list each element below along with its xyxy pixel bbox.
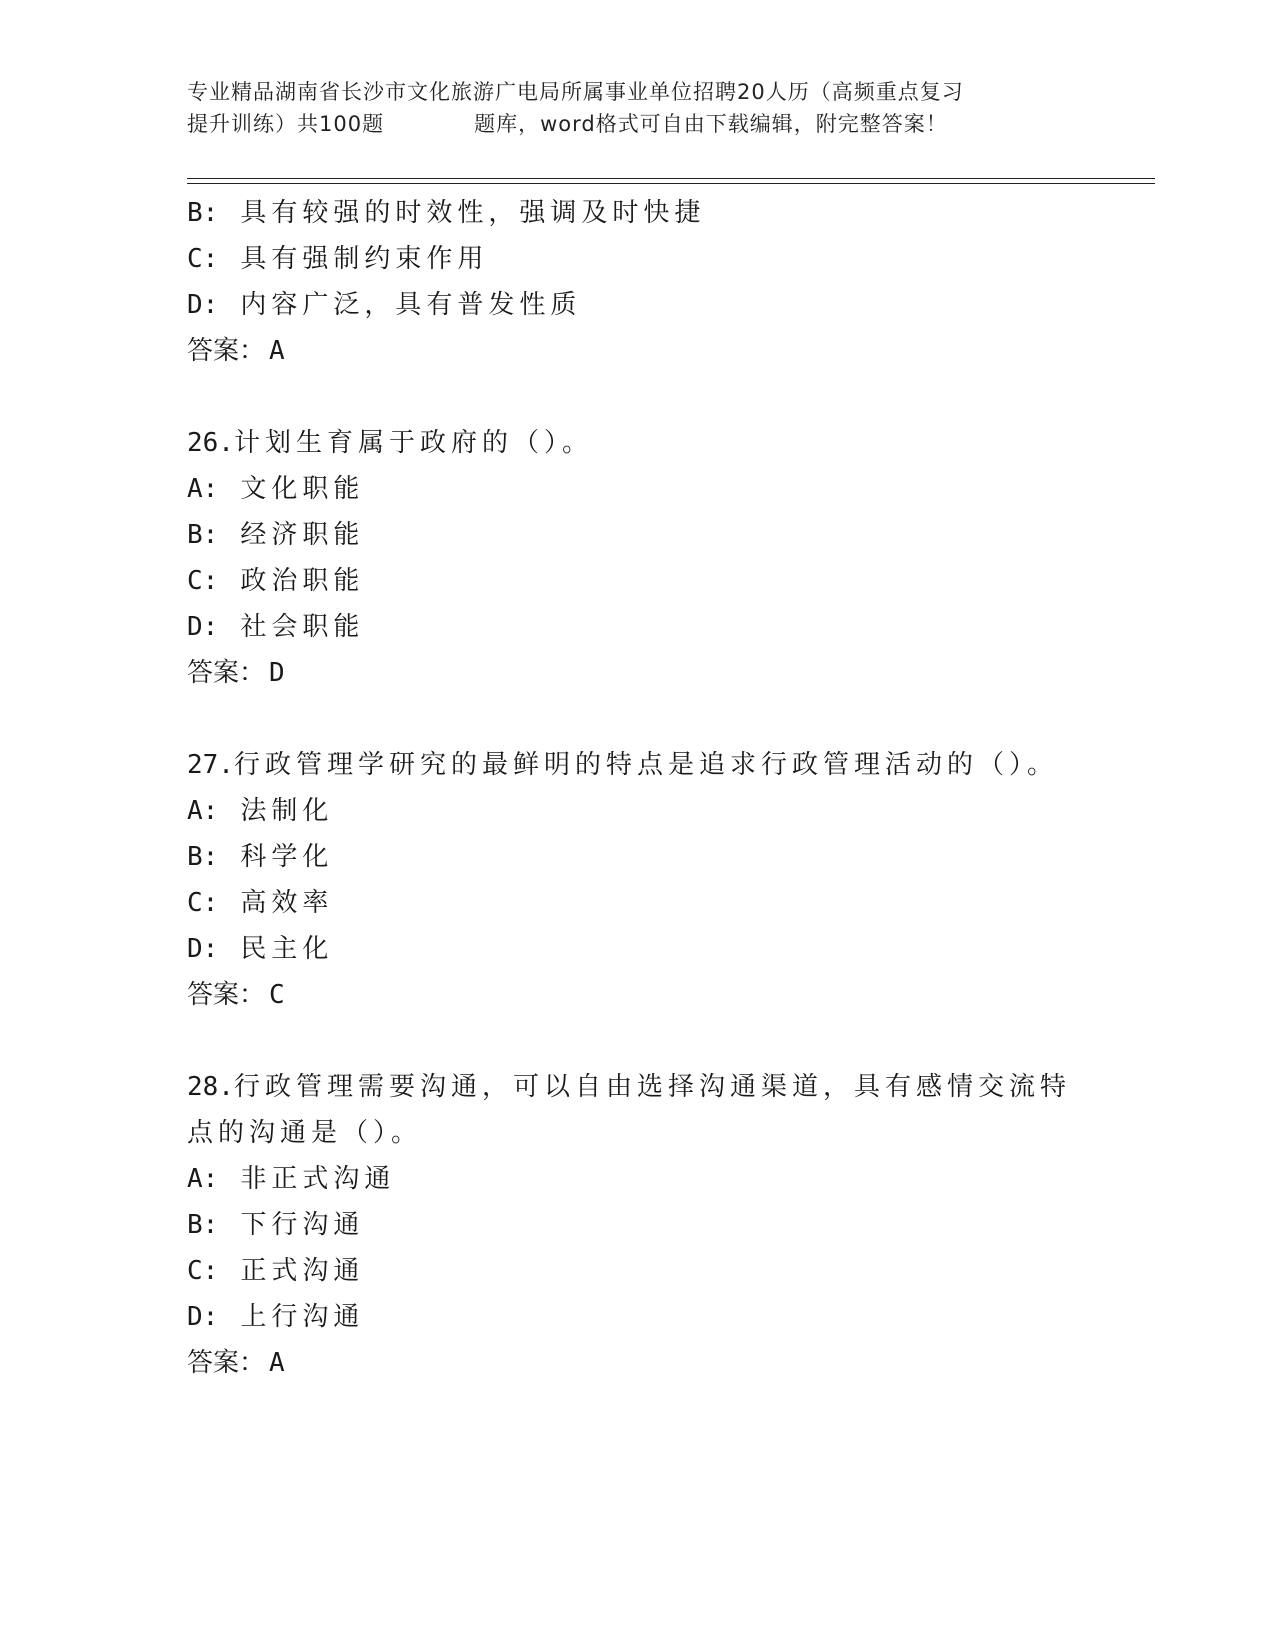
option-a <box>187 466 1087 512</box>
option-b <box>187 1202 1087 1248</box>
option-text: 高效率 <box>240 888 334 918</box>
question-number: 27. <box>187 750 234 780</box>
option-key: C: <box>187 566 219 596</box>
question-text: 计划生育属于政府的（）。 <box>233 428 593 458</box>
option-key: B: <box>187 520 219 550</box>
option-text: 民主化 <box>240 934 334 964</box>
option-key: B: <box>187 842 219 872</box>
answer-value: A <box>269 336 285 366</box>
header-title-part-2: 题库，word格式可自由下载编辑，附完整答案！ <box>474 112 948 136</box>
question-number: 26. <box>187 428 234 458</box>
answer-line <box>187 1340 1087 1386</box>
question-number: 28. <box>187 1072 234 1102</box>
option-d <box>187 282 1087 328</box>
option-text: 具有较强的时效性，强调及时快捷 <box>240 198 706 228</box>
option-key: A: <box>187 1164 219 1194</box>
option-text: 上行沟通 <box>240 1302 365 1332</box>
answer-label: 答案： <box>187 658 266 688</box>
option-d <box>187 1294 1087 1340</box>
option-b <box>187 834 1087 880</box>
question-25-continued <box>187 190 1087 374</box>
option-c <box>187 1248 1087 1294</box>
option-key: D: <box>187 934 219 964</box>
option-text: 政治职能 <box>240 566 365 596</box>
option-d <box>187 604 1087 650</box>
option-b <box>187 190 1087 236</box>
answer-line <box>187 650 1087 696</box>
option-text: 法制化 <box>240 796 334 826</box>
option-key: B: <box>187 198 219 228</box>
option-c <box>187 236 1087 282</box>
answer-label: 答案： <box>187 980 266 1010</box>
option-text: 科学化 <box>240 842 334 872</box>
question-28 <box>187 1064 1087 1386</box>
header-divider-top <box>187 178 1155 179</box>
option-d <box>187 926 1087 972</box>
option-a <box>187 1156 1087 1202</box>
question-list <box>187 190 1087 1386</box>
option-c <box>187 880 1087 926</box>
option-key: C: <box>187 888 219 918</box>
option-c <box>187 558 1087 604</box>
header-title-part-1: 提升训练）共100题 <box>187 112 385 136</box>
option-text: 社会职能 <box>240 612 365 642</box>
option-key: C: <box>187 1256 219 1286</box>
option-key: D: <box>187 290 219 320</box>
option-key: A: <box>187 796 219 826</box>
answer-value: A <box>269 1348 285 1378</box>
answer-line <box>187 972 1087 1018</box>
question-stem <box>187 420 1077 466</box>
question-stem <box>187 1064 1077 1156</box>
answer-line <box>187 328 1087 374</box>
question-stem <box>187 742 1077 788</box>
question-text: 行政管理需要沟通，可以自由选择沟通渠道，具有感情交流特点的沟通是（）。 <box>187 1072 1071 1148</box>
option-text: 内容广泛，具有普发性质 <box>240 290 582 320</box>
option-key: D: <box>187 1302 219 1332</box>
header-title-line-2 <box>187 108 1087 140</box>
option-text: 具有强制约束作用 <box>240 244 489 274</box>
answer-value: C <box>269 980 285 1010</box>
option-key: C: <box>187 244 219 274</box>
option-text: 正式沟通 <box>240 1256 365 1286</box>
option-key: A: <box>187 474 219 504</box>
question-27 <box>187 742 1087 1018</box>
option-key: D: <box>187 612 219 642</box>
option-text: 下行沟通 <box>240 1210 365 1240</box>
page-header <box>187 76 1087 140</box>
answer-label: 答案： <box>187 1348 266 1378</box>
answer-label: 答案： <box>187 336 266 366</box>
option-text: 文化职能 <box>240 474 365 504</box>
header-divider-bottom <box>187 183 1155 184</box>
question-text: 行政管理学研究的最鲜明的特点是追求行政管理活动的（）。 <box>233 750 1058 780</box>
option-b <box>187 512 1087 558</box>
question-26 <box>187 420 1087 696</box>
option-text: 经济职能 <box>240 520 365 550</box>
answer-value: D <box>269 658 285 688</box>
option-text: 非正式沟通 <box>240 1164 396 1194</box>
option-a <box>187 788 1087 834</box>
option-key: B: <box>187 1210 219 1240</box>
header-title-line-1: 专业精品湖南省长沙市文化旅游广电局所属事业单位招聘20人历（高频重点复习 <box>187 80 964 104</box>
